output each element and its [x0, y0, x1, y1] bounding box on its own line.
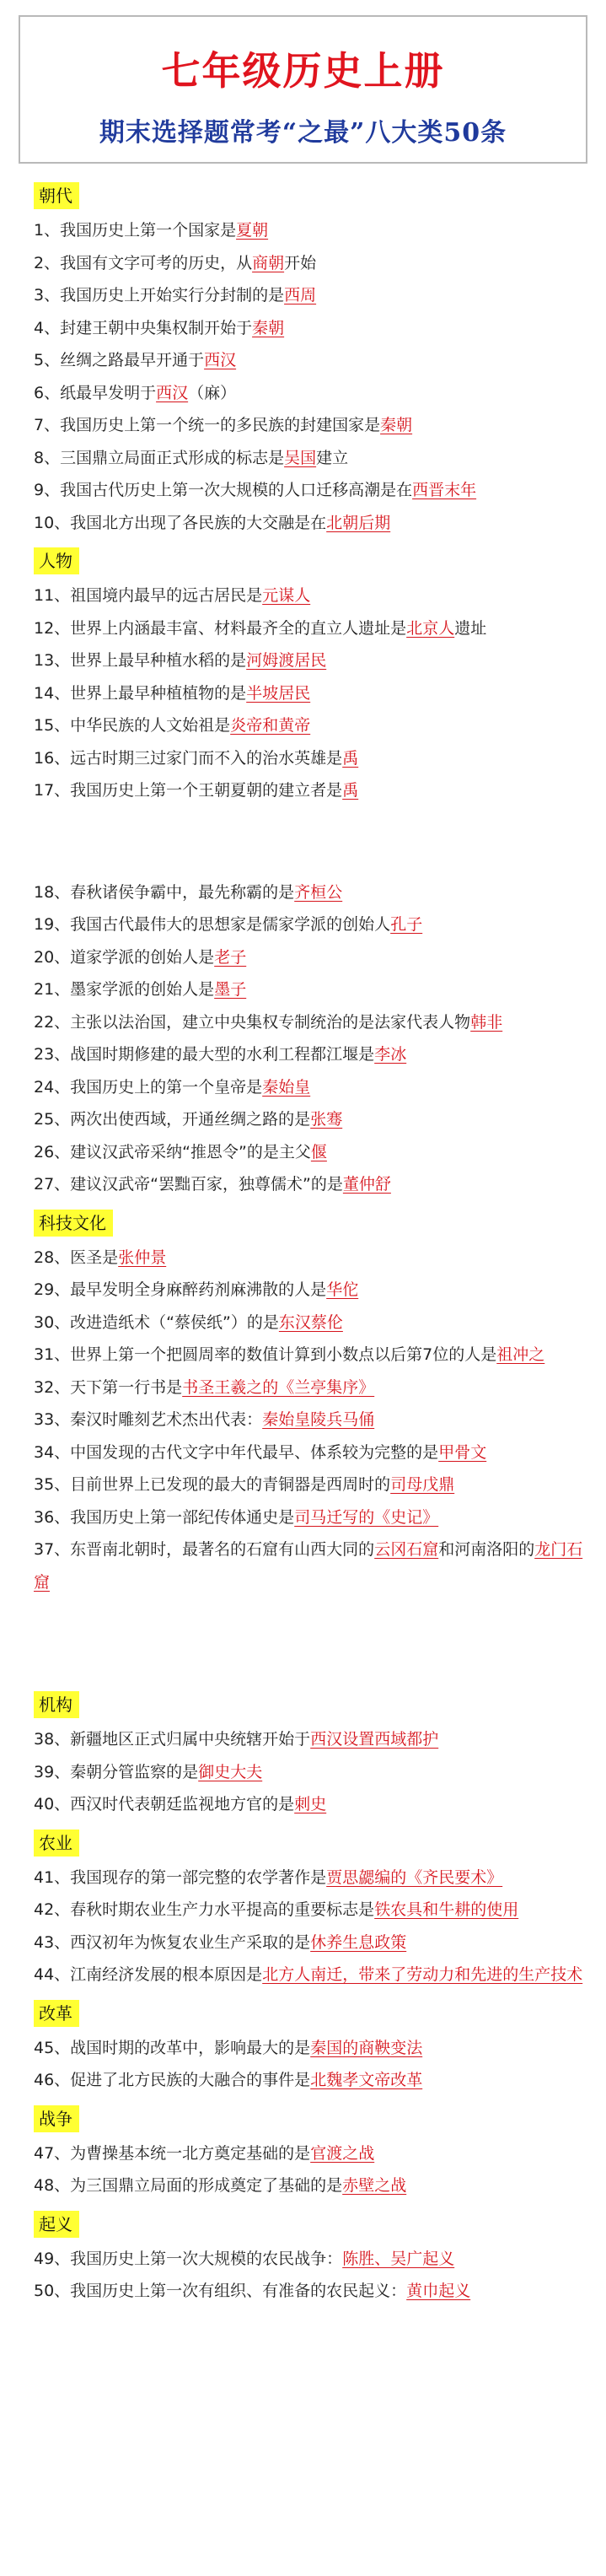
list-item	[34, 677, 590, 710]
item-text: 28、医圣是	[34, 1248, 119, 1267]
list-item	[34, 247, 590, 280]
item-answer: 东汉蔡伦	[278, 1312, 343, 1332]
item-answer: 半坡居民	[246, 683, 311, 703]
item-text: 46、促进了北方民族的大融合的事件是	[34, 2071, 311, 2089]
item-text: 47、为曹操基本统一北方奠定基础的是	[34, 2143, 311, 2163]
section-tag: 起义	[34, 2211, 79, 2238]
item-answer: 西晋末年	[412, 481, 477, 499]
section-tag-row	[34, 1830, 590, 1862]
list-item	[34, 709, 590, 742]
list-item	[34, 312, 590, 345]
list-item	[34, 876, 590, 909]
list-item	[34, 1436, 590, 1469]
item-text: 40、西汉时代表朝廷监视地方官的是	[34, 1795, 295, 1813]
section-tag: 人物	[34, 547, 79, 574]
item-text: 21、墨家学派的创始人是	[34, 980, 215, 999]
item-answer: 张骞	[310, 1110, 343, 1129]
item-text: 2、我国有文字可考的历史，从	[34, 253, 253, 272]
list-item	[34, 579, 590, 612]
section-2	[34, 1210, 590, 1692]
section-tag: 战争	[34, 2105, 79, 2132]
blank-gap	[34, 1598, 590, 1691]
list-item	[34, 612, 590, 645]
list-item	[34, 1136, 590, 1169]
list-item	[34, 2275, 590, 2308]
item-answer: 商朝	[252, 253, 285, 272]
list-item	[34, 1469, 590, 1501]
list-item	[34, 409, 590, 442]
list-item	[34, 279, 590, 312]
section-spacer	[34, 2097, 590, 2105]
item-text: 7、我国历史上第一个统一的多民族的封建国家是	[34, 416, 381, 434]
item-text-after: 遗址	[454, 618, 487, 638]
section-spacer	[34, 2308, 590, 2316]
item-answer: 北朝后期	[326, 513, 391, 532]
item-answer: 炎帝和黄帝	[230, 716, 311, 735]
list-item	[34, 1533, 590, 1598]
item-answer: 司母戊鼎	[390, 1475, 455, 1494]
section-spacer	[34, 1821, 590, 1830]
list-item	[34, 1404, 590, 1436]
item-text: 31、世界上第一个把圆周率的数值计算到小数点以后第7位的人是	[34, 1345, 497, 1364]
section-spacer	[34, 539, 590, 547]
section-0	[34, 182, 590, 547]
item-answer: 刺史	[294, 1795, 327, 1813]
list-item	[34, 1723, 590, 1756]
item-text: 5、丝绸之路最早开通于	[34, 351, 205, 369]
item-answer: 贾思勰编的《齐民要术》	[326, 1867, 503, 1887]
section-tag: 科技文化	[34, 1210, 113, 1237]
item-answer: 墨子	[214, 980, 247, 999]
item-answer: 禹	[342, 748, 359, 768]
list-item	[34, 1307, 590, 1339]
item-text: 11、祖国境内最早的远古居民是	[34, 586, 263, 605]
list-item	[34, 2137, 590, 2170]
list-item	[34, 442, 590, 475]
section-spacer	[34, 1201, 590, 1210]
item-text: 48、为三国鼎立局面的形成奠定了基础的是	[34, 2176, 343, 2195]
item-answer: 张仲景	[118, 1248, 167, 1267]
item-answer: 吴国	[284, 448, 317, 467]
list-item	[34, 1862, 590, 1894]
list-item	[34, 1274, 590, 1307]
item-answer: 云冈石窟	[374, 1540, 439, 1559]
list-item	[34, 2064, 590, 2097]
item-answer: 书圣王羲之的《兰亭集序》	[182, 1377, 375, 1397]
list-item	[34, 1756, 590, 1789]
item-text: 38、新疆地区正式归属中央统辖开始于	[34, 1730, 311, 1749]
item-text: 15、中华民族的人文始祖是	[34, 716, 231, 735]
list-item	[34, 973, 590, 1006]
item-text: 26、建议汉武帝采纳“推恩令”的是主父	[34, 1142, 311, 1161]
item-answer: 禹	[342, 781, 359, 800]
section-5	[34, 2000, 590, 2105]
section-spacer	[34, 1991, 590, 2000]
item-answer: 秦始皇陵兵马俑	[262, 1410, 375, 1429]
item-text: 34、中国发现的古代文字中年代最早、体系较为完整的是	[34, 1442, 439, 1462]
list-item	[34, 774, 590, 807]
item-text: 43、西汉初年为恢复农业生产采取的是	[34, 1932, 311, 1952]
item-text: 29、最早发明全身麻醉药剂麻沸散的人是	[34, 1280, 327, 1299]
title-box	[19, 15, 587, 164]
item-answer: 铁农具和牛耕的使用	[374, 1900, 519, 1919]
item-text: 13、世界上最早种植水稻的是	[34, 651, 247, 670]
item-text: 8、三国鼎立局面正式形成的标志是	[34, 448, 285, 467]
section-tag: 改革	[34, 2000, 79, 2027]
item-answer: 北方人南迁，带来了劳动力和先进的生产技术	[262, 1965, 583, 1984]
item-answer: 夏朝	[236, 221, 269, 240]
item-answer: 西汉	[204, 351, 237, 369]
item-text: 30、改进造纸术（“蔡侯纸”）的是	[34, 1312, 279, 1332]
item-text: 1、我国历史上第一个国家是	[34, 221, 237, 240]
section-tag: 朝代	[34, 182, 79, 209]
section-tag-row	[34, 2105, 590, 2137]
item-answer: 元谋人	[262, 586, 311, 605]
item-text: 25、两次出使西域，开通丝绸之路的是	[34, 1110, 311, 1129]
section-spacer	[34, 2202, 590, 2211]
item-text: 50、我国历史上第一次有组织、有准备的农民起义：	[34, 2282, 407, 2300]
item-answer: 西汉	[156, 383, 189, 402]
section-tag-row	[34, 1691, 590, 1723]
item-answer: 老子	[214, 947, 247, 967]
item-answer: 秦始皇	[262, 1077, 311, 1097]
item-text: 14、世界上最早种植植物的是	[34, 683, 247, 703]
list-item	[34, 377, 590, 410]
list-item	[34, 344, 590, 377]
list-item	[34, 1006, 590, 1039]
item-answer: 秦朝	[380, 416, 413, 434]
item-text: 49、我国历史上第一次大规模的农民战争：	[34, 2249, 343, 2268]
section-tag-row	[34, 182, 590, 214]
item-answer: 黄巾起义	[406, 2282, 471, 2300]
list-item	[34, 474, 590, 507]
item-answer: 秦朝	[252, 318, 285, 337]
item-text: 36、我国历史上第一部纪传体通史是	[34, 1507, 295, 1527]
item-text-after: 开始	[284, 253, 317, 272]
item-text-after: 和河南洛阳的	[438, 1540, 535, 1559]
item-answer: 秦国的商鞅变法	[310, 2038, 423, 2057]
item-text: 16、远古时期三过家门而不入的治水英雄是	[34, 748, 343, 768]
section-tag-row	[34, 2000, 590, 2032]
section-4	[34, 1830, 590, 2000]
item-text: 4、封建王朝中央集权制开始于	[34, 318, 253, 337]
item-text: 24、我国历史上的第一个皇帝是	[34, 1077, 263, 1097]
list-item	[34, 507, 590, 540]
list-item	[34, 214, 590, 247]
item-text: 41、我国现存的第一部完整的农学著作是	[34, 1867, 327, 1887]
list-item	[34, 1071, 590, 1104]
item-answer: 西周	[284, 286, 317, 304]
item-text: 44、江南经济发展的根本原因是	[34, 1965, 263, 1984]
item-answer: 华佗	[326, 1280, 359, 1299]
item-text: 35、目前世界上已发现的最大的青铜器是西周时的	[34, 1475, 391, 1494]
item-answer: 祖冲之	[496, 1345, 545, 1364]
item-text: 27、建议汉武帝“罢黜百家，独尊儒术”的是	[34, 1175, 343, 1194]
list-item	[34, 1927, 590, 1959]
item-text-after: （麻）	[188, 383, 237, 402]
section-6	[34, 2105, 590, 2211]
item-text: 22、主张以法治国，建立中央集权专制统治的是法家代表人物	[34, 1012, 471, 1032]
list-item	[34, 1894, 590, 1927]
item-answer: 官渡之战	[310, 2143, 375, 2163]
item-answer: 李冰	[374, 1045, 407, 1064]
list-item	[34, 1788, 590, 1821]
list-item	[34, 2243, 590, 2276]
list-item	[34, 644, 590, 677]
list-item	[34, 941, 590, 974]
section-1	[34, 547, 590, 1210]
list-item	[34, 1959, 590, 1991]
list-item	[34, 1242, 590, 1275]
page-subtitle: 期末选择题常考“之最”八大类50条	[99, 118, 507, 148]
list-item	[34, 1168, 590, 1201]
sections-container	[34, 182, 590, 2316]
item-answer: 北京人	[406, 618, 455, 638]
item-answer: 赤壁之战	[342, 2176, 407, 2195]
item-text: 39、秦朝分管监察的是	[34, 1762, 199, 1781]
list-item	[34, 1372, 590, 1404]
item-text-after: 建立	[316, 448, 349, 467]
item-text: 3、我国历史上开始实行分封制的是	[34, 286, 285, 304]
page-title: 七年级历史上册	[161, 48, 445, 94]
item-answer: 董仲舒	[342, 1175, 391, 1194]
item-text: 17、我国历史上第一个王朝夏朝的建立者是	[34, 781, 343, 800]
list-item	[34, 1103, 590, 1136]
list-item	[34, 2169, 590, 2202]
item-text: 20、道家学派的创始人是	[34, 947, 215, 967]
item-answer: 孔子	[390, 915, 423, 934]
item-answer: 偃	[310, 1142, 327, 1161]
item-text: 12、世界上内涵最丰富、材料最齐全的直立人遗址是	[34, 618, 407, 638]
item-text: 9、我国古代历史上第一次大规模的人口迁移高潮是在	[34, 481, 413, 499]
item-answer: 西汉设置西域都护	[310, 1730, 439, 1749]
list-item	[34, 1501, 590, 1534]
item-answer: 龙门石窟	[34, 1540, 583, 1592]
item-answer: 北魏孝文帝改革	[310, 2071, 423, 2089]
blank-gap	[34, 807, 590, 876]
item-answer: 甲骨文	[438, 1442, 487, 1462]
section-3	[34, 1691, 590, 1830]
item-text: 10、我国北方出现了各民族的大交融是在	[34, 513, 327, 532]
item-answer: 休养生息政策	[310, 1932, 407, 1952]
item-answer: 韩非	[470, 1012, 503, 1032]
item-text: 45、战国时期的改革中，影响最大的是	[34, 2038, 311, 2057]
item-text: 18、春秋诸侯争霸中，最先称霸的是	[34, 882, 295, 902]
section-tag: 机构	[34, 1691, 79, 1718]
section-7	[34, 2211, 590, 2316]
item-answer: 齐桓公	[294, 882, 343, 902]
item-text: 32、天下第一行书是	[34, 1377, 183, 1397]
item-text: 37、东晋南北朝时，最著名的石窟有山西大同的	[34, 1540, 375, 1559]
item-text: 33、秦汉时雕刻艺术杰出代表：	[34, 1410, 263, 1429]
section-tag-row	[34, 2211, 590, 2243]
item-answer: 陈胜、吴广起义	[342, 2249, 455, 2268]
list-item	[34, 1038, 590, 1071]
item-text: 19、我国古代最伟大的思想家是儒家学派的创始人	[34, 915, 391, 934]
list-item	[34, 908, 590, 941]
list-item	[34, 742, 590, 775]
section-tag: 农业	[34, 1830, 79, 1857]
section-tag-row	[34, 547, 590, 579]
list-item	[34, 2032, 590, 2065]
list-item	[34, 1339, 590, 1372]
item-text: 42、春秋时期农业生产力水平提高的重要标志是	[34, 1900, 375, 1919]
item-answer: 司马迁写的《史记》	[294, 1507, 439, 1527]
section-tag-row	[34, 1210, 590, 1242]
item-text: 23、战国时期修建的最大型的水利工程都江堰是	[34, 1045, 375, 1064]
item-text: 6、纸最早发明于	[34, 383, 157, 402]
item-answer: 河姆渡居民	[246, 651, 327, 670]
item-answer: 御史大夫	[198, 1762, 263, 1781]
